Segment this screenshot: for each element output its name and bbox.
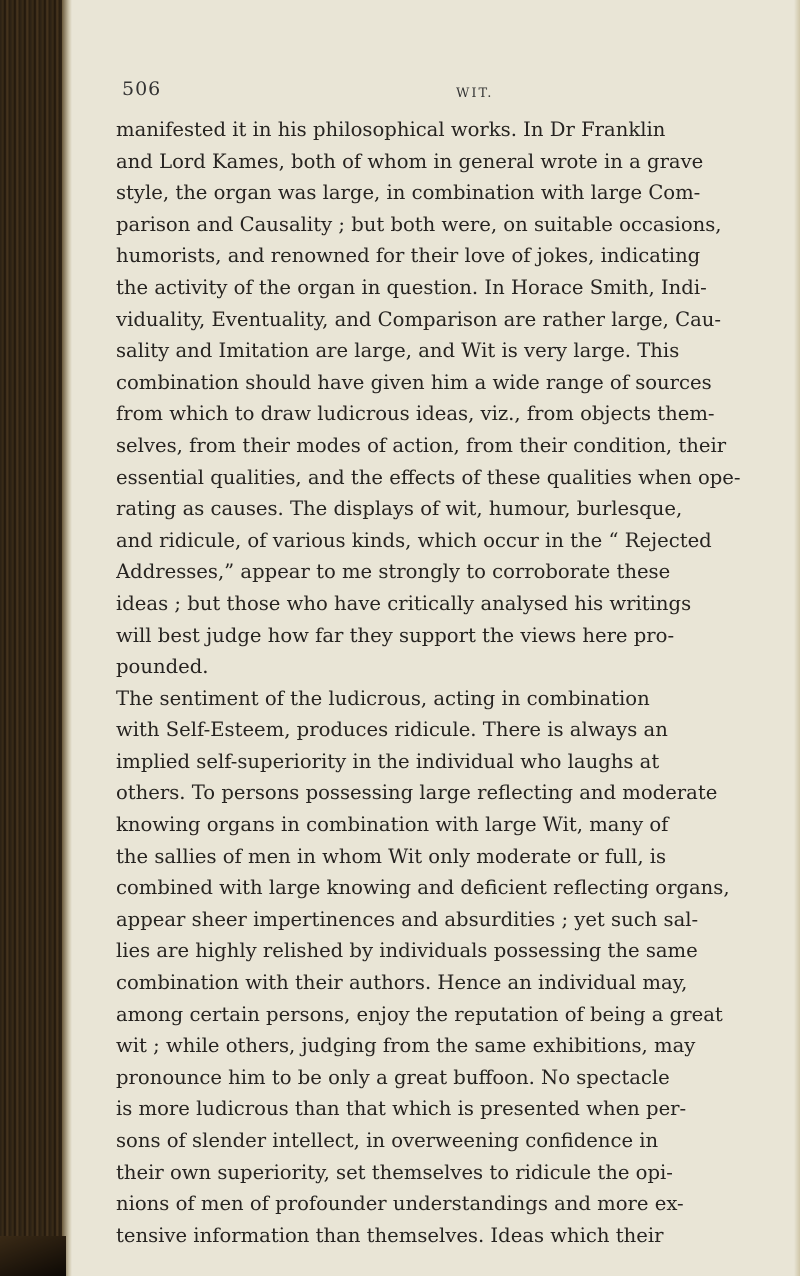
- page-edge: [794, 0, 800, 1276]
- text-line: The sentiment of the ludicrous, acting in combination: [116, 686, 650, 710]
- book-binding: [0, 0, 66, 1276]
- body-text: [116, 114, 782, 1251]
- text-line: rating as causes. The displays of wit, humour, burlesque,: [116, 497, 683, 521]
- text-line: nions of men of profounder understandings and more ex-: [116, 1192, 684, 1216]
- text-line: knowing organs in combination with large Wit, many of: [116, 813, 669, 837]
- text-line: pronounce him to be only a great buffoon. No spectacle: [116, 1065, 670, 1089]
- page-header: [116, 78, 782, 114]
- text-line: sons of slender intellect, in overweening confidence in: [116, 1129, 659, 1152]
- text-line: will best judge how far they support the views here pro-: [116, 623, 675, 647]
- text-line: and Lord Kames, both of whom in general wrote in a grave: [116, 149, 704, 173]
- text-line: implied self-superiority in the individual who laughs at: [116, 749, 660, 773]
- text-line: Addresses,” appear to me strongly to corroborate these: [116, 560, 671, 584]
- text-line: humorists, and renowned for their love of jokes, indicating: [116, 244, 701, 268]
- gutter-shadow: [62, 0, 72, 1276]
- running-head: WIT.: [456, 86, 494, 101]
- text-line: their own superiority, set themselves to ridicule the opi-: [116, 1160, 673, 1184]
- text-line: is more ludicrous than that which is presented when per-: [116, 1097, 687, 1121]
- text-line: with Self-Esteem, produces ridicule. There is always an: [116, 718, 668, 742]
- text-line: and ridicule, of various kinds, which occur in the “ Rejected: [116, 528, 712, 552]
- page-number: 506: [122, 78, 162, 100]
- text-line: combination with their authors. Hence an individual may,: [116, 971, 688, 995]
- text-line: pounded.: [116, 655, 209, 679]
- text-line: among certain persons, enjoy the reputation of being a great: [116, 1002, 723, 1026]
- binding-corner: [0, 1236, 66, 1276]
- text-line: from which to draw ludicrous ideas, viz., from objects them-: [116, 402, 715, 426]
- text-line: manifested it in his philosophical works. In Dr Franklin: [116, 118, 666, 141]
- text-line: viduality, Eventuality, and Comparison are rather large, Cau-: [116, 307, 722, 331]
- text-line: combined with large knowing and deficient reflecting organs,: [116, 876, 730, 900]
- text-line: essential qualities, and the effects of these qualities when ope-: [116, 465, 741, 489]
- text-line: style, the organ was large, in combination with large Com-: [116, 181, 701, 205]
- text-line: ideas ; but those who have critically analysed his writings: [116, 591, 692, 615]
- text-line: tensive information than themselves. Ideas which their: [116, 1223, 664, 1247]
- text-line: lies are highly relished by individuals possessing the same: [116, 939, 698, 963]
- book-page: [116, 78, 782, 1251]
- text-line: the sallies of men in whom Wit only moderate or full, is: [116, 844, 667, 868]
- text-line: sality and Imitation are large, and Wit is very large. This: [116, 339, 680, 363]
- text-line: the activity of the organ in question. In Horace Smith, Indi-: [116, 275, 707, 299]
- text-line: parison and Causality ; but both were, on suitable occasions,: [116, 212, 722, 236]
- text-line: selves, from their modes of action, from their condition, their: [116, 433, 727, 457]
- text-line: others. To persons possessing large reflecting and moderate: [116, 781, 718, 805]
- text-line: wit ; while others, judging from the same exhibitions, may: [116, 1034, 696, 1058]
- text-line: appear sheer impertinences and absurdities ; yet such sal-: [116, 907, 699, 931]
- text-line: combination should have given him a wide range of sources: [116, 370, 712, 394]
